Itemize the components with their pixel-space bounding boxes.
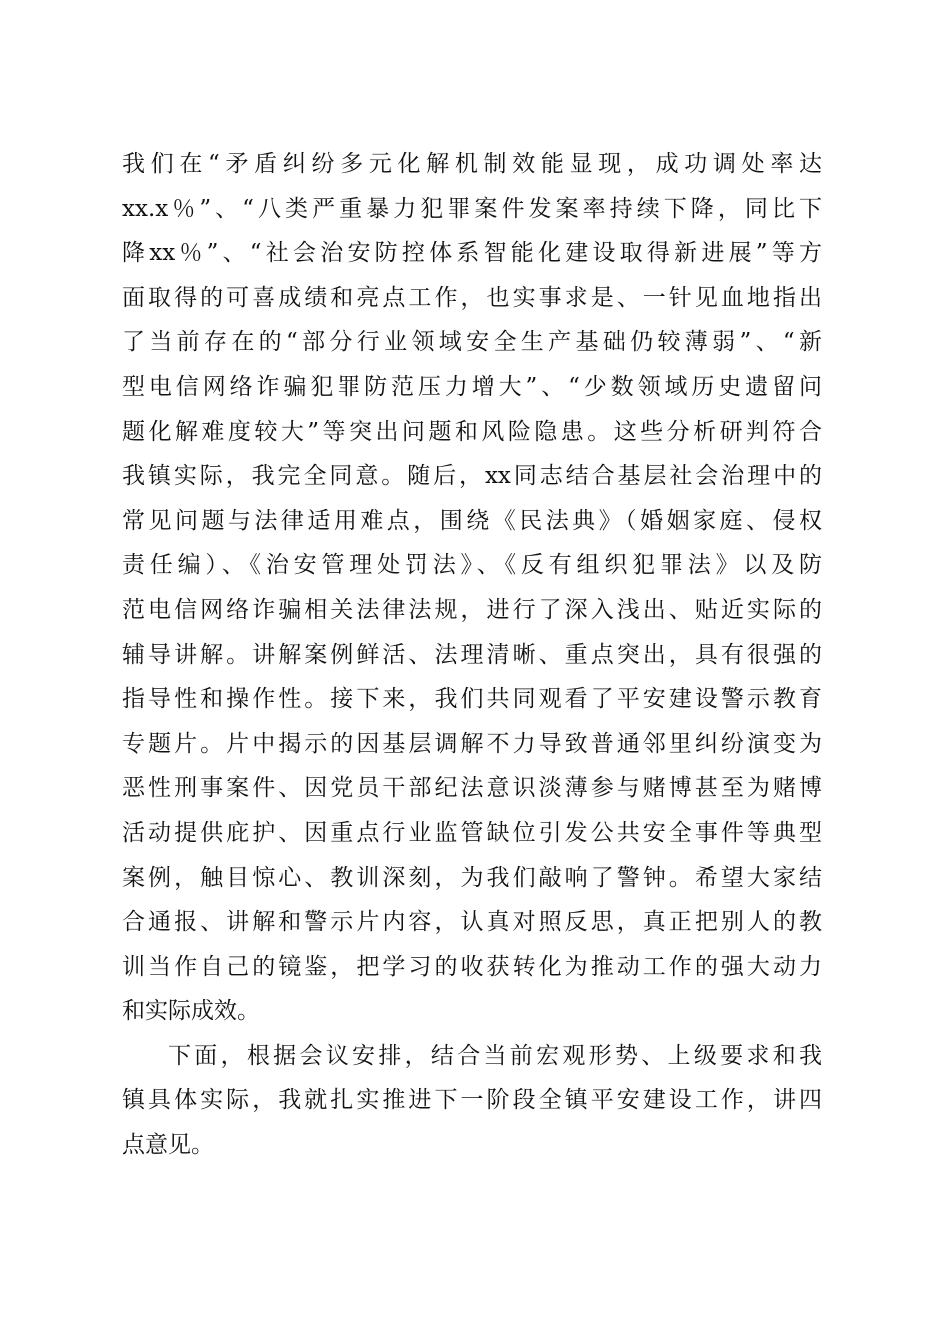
paragraph-review bbox=[122, 142, 822, 1034]
text-line: 了当前存在的“部分行业领域安全生产基础仍较薄弱”、“新 bbox=[122, 329, 822, 356]
text-line: 案例，触目惊心、教训深刻，为我们敲响了警钟。希望大家结 bbox=[122, 864, 822, 891]
text-line: 训当作自己的镜鉴，把学习的收获转化为推动工作的强大动力 bbox=[122, 953, 822, 980]
text-line: 镇具体实际，我就扎实推进下一阶段全镇平安建设工作，讲四 bbox=[122, 1087, 822, 1114]
text-line: 责任编）、《治安管理处罚法》、《反有组织犯罪法》以及防 bbox=[122, 552, 822, 579]
text-line: 型电信网络诈骗犯罪防范压力增大”、“少数领域历史遗留问 bbox=[122, 373, 822, 400]
text-line: 降xx％”、“社会治安防控体系智能化建设取得新进展”等方 bbox=[122, 240, 822, 267]
text-line: 专题片。片中揭示的因基层调解不力导致普通邻里纠纷演变为 bbox=[122, 730, 822, 757]
paragraph-opinions bbox=[122, 1034, 822, 1168]
text-line: 活动提供庇护、因重点行业监管缺位引发公共安全事件等典型 bbox=[122, 819, 822, 846]
text-line: 我们在“矛盾纠纷多元化解机制效能显现，成功调处率达 bbox=[122, 151, 822, 177]
text-line: 面取得的可喜成绩和亮点工作，也实事求是、一针见血地指出 bbox=[122, 284, 822, 311]
text-line: 我镇实际，我完全同意。随后，xx同志结合基层社会治理中的 bbox=[122, 463, 822, 490]
text-line: 辅导讲解。讲解案例鲜活、法理清晰、重点突出，具有很强的 bbox=[122, 641, 822, 668]
text-line: 和实际成效。 bbox=[122, 998, 260, 1025]
text-line: 范电信网络诈骗相关法律法规，进行了深入浅出、贴近实际的 bbox=[122, 596, 822, 623]
text-line: xx.x％”、“八类严重暴力犯罪案件发案率持续下降，同比下 bbox=[122, 195, 822, 222]
text-line: 题化解难度较大”等突出问题和风险隐患。这些分析研判符合 bbox=[122, 418, 822, 445]
text-line: 下面，根据会议安排，结合当前宏观形势、上级要求和我 bbox=[168, 1042, 822, 1069]
text-line: 常见问题与法律适用难点，围绕《民法典》（婚姻家庭、侵权 bbox=[122, 507, 822, 534]
text-line: 恶性刑事案件、因党员干部纪法意识淡薄参与赌博甚至为赌博 bbox=[122, 775, 822, 802]
text-line: 合通报、讲解和警示片内容，认真对照反思，真正把别人的教 bbox=[122, 909, 822, 936]
text-line: 点意见。 bbox=[122, 1132, 214, 1159]
document-page bbox=[122, 142, 822, 1168]
text-line: 指导性和操作性。接下来，我们共同观看了平安建设警示教育 bbox=[122, 686, 822, 713]
